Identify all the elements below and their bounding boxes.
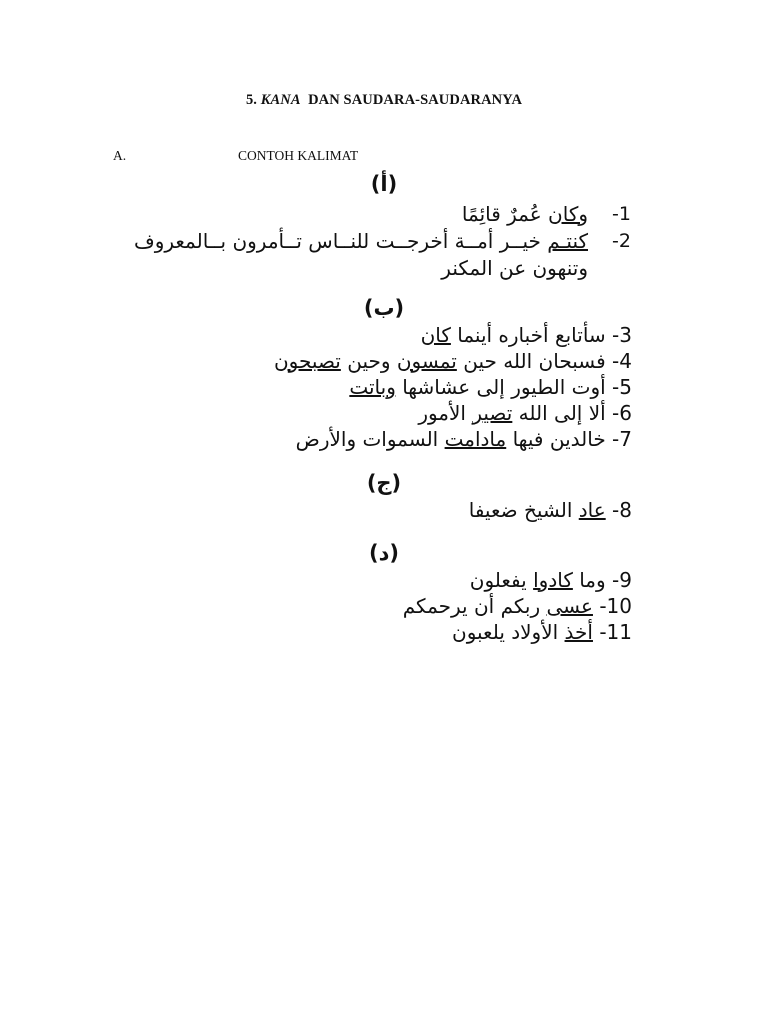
example-10 (403, 593, 632, 619)
example-6-number: 6- (612, 401, 632, 425)
example-1 (462, 201, 588, 227)
example-3-keyword: كان (420, 323, 451, 347)
group-label-c: (ج) (366, 471, 402, 495)
example-9-number: 9- (612, 568, 632, 592)
example-9-rest: يفعلون (469, 568, 534, 592)
example-3-number: 3- (612, 323, 632, 347)
example-10-number: 10- (599, 594, 632, 618)
example-9-keyword: كادوا (533, 568, 573, 592)
example-11-keyword: أخذ (564, 620, 593, 644)
example-3-before: سأتابع أخباره أينما (450, 323, 606, 347)
title-rest: DAN SAUDARA-SAUDARANYA (308, 92, 523, 108)
title-number: 5. (245, 92, 258, 108)
example-4-keyword-2: تصبحون (273, 349, 341, 373)
example-4-number: 4- (612, 349, 632, 373)
example-1-number: -1 (612, 203, 631, 225)
example-8-rest: الشيخ ضعيفا (468, 498, 579, 522)
section-letter: A. (113, 148, 127, 163)
example-7-number: 7- (612, 427, 632, 451)
example-4-before: فسبحان الله حين (456, 349, 606, 373)
page-title (0, 92, 768, 109)
example-5-keyword: وباتت (349, 375, 396, 399)
example-1-keyword: وكان (548, 202, 588, 226)
example-2-rest: خيــر أمــة أخرجــت للنــاس تــأمرون بــالمعروف (133, 229, 548, 253)
example-2-continuation: وتنهون عن المكنر (441, 256, 588, 280)
example-5 (349, 374, 632, 400)
example-3 (421, 322, 632, 348)
example-6-rest: الأمور (418, 401, 473, 425)
example-11-rest: الأولاد يلعبون (452, 620, 565, 644)
example-4 (274, 348, 632, 374)
example-9 (470, 567, 632, 593)
example-2-keyword: كنتـم (547, 229, 588, 253)
example-2 (134, 228, 588, 254)
group-label-a: (أ) (370, 172, 398, 196)
example-8 (469, 497, 632, 523)
example-8-number: 8- (612, 498, 632, 522)
example-4-middle: وحين (340, 349, 397, 373)
example-7 (296, 426, 632, 452)
example-2-number: -2 (612, 230, 631, 252)
example-6-keyword: تصير (472, 401, 513, 425)
example-7-keyword: مادامت (444, 427, 507, 451)
example-11-number: 11- (599, 620, 632, 644)
example-7-before: خالدين فيها (506, 427, 606, 451)
example-9-before: وما (572, 568, 606, 592)
example-5-number: 5- (612, 375, 632, 399)
example-10-keyword: عسى (546, 594, 593, 618)
example-10-rest: ربكم أن يرحمكم (402, 594, 547, 618)
group-label-d: (د) (369, 541, 399, 565)
group-label-b: (ب) (363, 296, 405, 320)
example-11 (452, 619, 632, 645)
example-6 (418, 400, 632, 426)
title-kana: KANA (260, 92, 301, 108)
example-8-keyword: عاد (578, 498, 606, 522)
example-1-rest: عُمرٌ قائِمًا (461, 202, 549, 226)
example-7-rest: السموات والأرض (295, 427, 445, 451)
example-5-before: أوت الطيور إلى عشاشها (395, 375, 606, 399)
example-4-keyword: تمسون (396, 349, 457, 373)
section-title: CONTOH KALIMAT (238, 148, 359, 163)
example-6-before: ألا إلى الله (512, 401, 606, 425)
